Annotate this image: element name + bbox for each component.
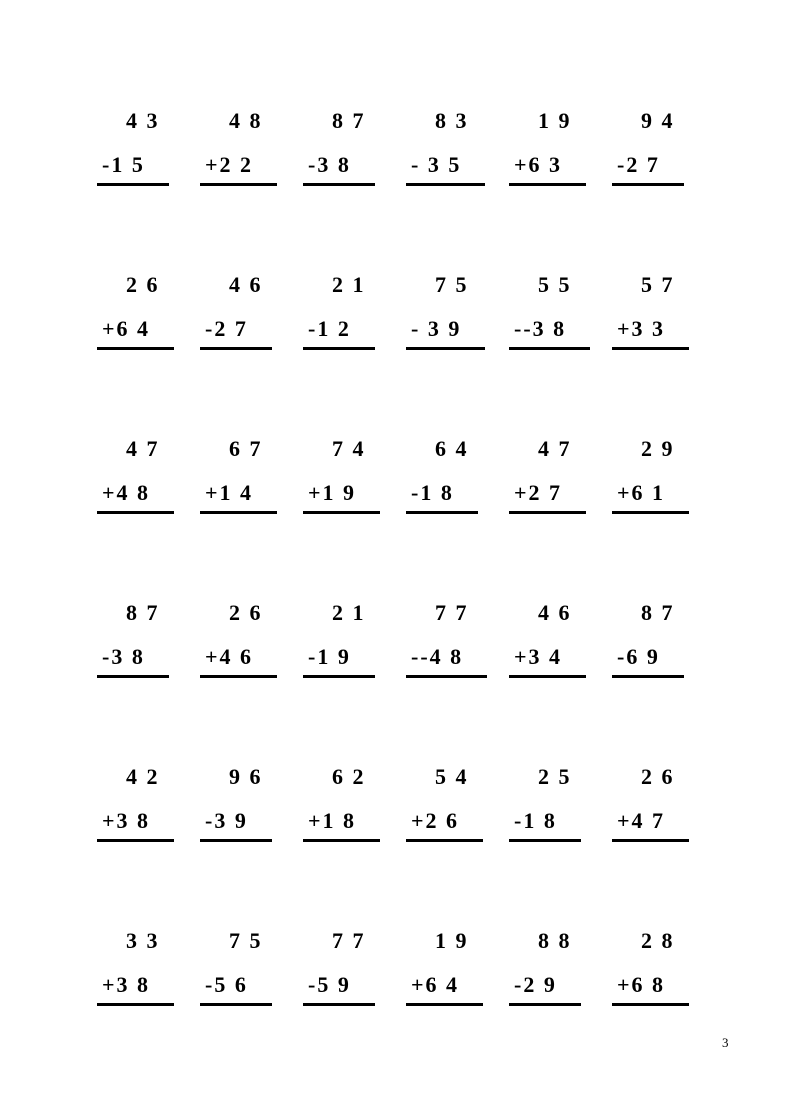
- bottom-operand: +1 9: [308, 480, 357, 505]
- answer-line: [509, 150, 586, 186]
- top-operand: 4 7: [126, 436, 160, 461]
- math-problem: [509, 434, 612, 514]
- math-problem: [406, 762, 509, 842]
- answer-line: [200, 478, 277, 514]
- math-problem: [200, 270, 303, 350]
- answer-line: [200, 642, 277, 678]
- bottom-operand: - 3 5: [411, 152, 462, 177]
- answer-line: [97, 970, 174, 1006]
- top-operand: 2 1: [332, 600, 366, 625]
- math-problem: [612, 434, 715, 514]
- math-problem: [97, 270, 200, 350]
- answer-line: [200, 970, 272, 1006]
- top-operand: 4 3: [126, 108, 160, 133]
- bottom-operand: -1 2: [308, 316, 351, 341]
- math-problem: [200, 106, 303, 186]
- answer-line: [303, 314, 375, 350]
- bottom-operand: +2 2: [205, 152, 254, 177]
- answer-line: [97, 806, 174, 842]
- answer-line: [509, 970, 581, 1006]
- problem-row: [97, 762, 715, 842]
- top-operand: 4 6: [229, 272, 263, 297]
- bottom-operand: -2 9: [514, 972, 557, 997]
- bottom-operand: +2 6: [411, 808, 460, 833]
- bottom-operand: -2 7: [205, 316, 248, 341]
- math-problem: [406, 270, 509, 350]
- top-operand: 2 6: [126, 272, 160, 297]
- math-problem: [612, 762, 715, 842]
- top-operand: 1 9: [435, 928, 469, 953]
- math-problem: [97, 762, 200, 842]
- bottom-operand: -3 8: [102, 644, 145, 669]
- answer-line: [406, 806, 483, 842]
- answer-line: [406, 642, 487, 678]
- problem-row: [97, 270, 715, 350]
- problem-row: [97, 434, 715, 514]
- math-problem: [509, 926, 612, 1006]
- bottom-operand: +1 4: [205, 480, 254, 505]
- top-operand: 8 8: [538, 928, 572, 953]
- bottom-operand: -6 9: [617, 644, 660, 669]
- math-problem: [612, 926, 715, 1006]
- math-problem: [303, 106, 406, 186]
- math-problem: [97, 434, 200, 514]
- top-operand: 2 1: [332, 272, 366, 297]
- bottom-operand: +3 8: [102, 808, 151, 833]
- math-problem: [406, 434, 509, 514]
- math-problem: [612, 598, 715, 678]
- answer-line: [97, 150, 169, 186]
- bottom-operand: +3 8: [102, 972, 151, 997]
- bottom-operand: -3 9: [205, 808, 248, 833]
- problem-row: [97, 106, 715, 186]
- bottom-operand: +6 8: [617, 972, 666, 997]
- bottom-operand: -3 8: [308, 152, 351, 177]
- top-operand: 2 5: [538, 764, 572, 789]
- top-operand: 5 4: [435, 764, 469, 789]
- bottom-operand: +1 8: [308, 808, 357, 833]
- math-problem: [303, 598, 406, 678]
- top-operand: 8 3: [435, 108, 469, 133]
- top-operand: 9 6: [229, 764, 263, 789]
- answer-line: [97, 642, 169, 678]
- bottom-operand: - 3 9: [411, 316, 462, 341]
- answer-line: [406, 970, 483, 1006]
- top-operand: 4 2: [126, 764, 160, 789]
- answer-line: [612, 806, 689, 842]
- answer-line: [200, 806, 272, 842]
- answer-line: [303, 150, 375, 186]
- answer-line: [612, 314, 689, 350]
- bottom-operand: -5 9: [308, 972, 351, 997]
- top-operand: 5 7: [641, 272, 675, 297]
- math-problem: [406, 106, 509, 186]
- page-number: 3: [722, 1035, 729, 1050]
- bottom-operand: +6 4: [102, 316, 151, 341]
- math-problem: [612, 106, 715, 186]
- math-problem: [509, 762, 612, 842]
- math-problem: [509, 270, 612, 350]
- bottom-operand: +3 4: [514, 644, 563, 669]
- bottom-operand: +3 3: [617, 316, 666, 341]
- top-operand: 3 3: [126, 928, 160, 953]
- top-operand: 4 6: [538, 600, 572, 625]
- bottom-operand: -1 8: [411, 480, 454, 505]
- top-operand: 4 8: [229, 108, 263, 133]
- answer-line: [97, 314, 174, 350]
- answer-line: [200, 314, 272, 350]
- math-problem: [406, 598, 509, 678]
- top-operand: 7 5: [435, 272, 469, 297]
- bottom-operand: -1 9: [308, 644, 351, 669]
- answer-line: [200, 150, 277, 186]
- bottom-operand: +4 8: [102, 480, 151, 505]
- bottom-operand: -2 7: [617, 152, 660, 177]
- math-problem: [200, 598, 303, 678]
- math-problem: [200, 926, 303, 1006]
- answer-line: [303, 478, 380, 514]
- math-problem: [612, 270, 715, 350]
- top-operand: 6 7: [229, 436, 263, 461]
- answer-line: [406, 478, 478, 514]
- answer-line: [97, 478, 174, 514]
- top-operand: 7 4: [332, 436, 366, 461]
- bottom-operand: --3 8: [514, 316, 567, 341]
- bottom-operand: +4 7: [617, 808, 666, 833]
- answer-line: [612, 150, 684, 186]
- math-problem: [509, 106, 612, 186]
- answer-line: [612, 642, 684, 678]
- math-problem: [303, 270, 406, 350]
- math-problem: [303, 762, 406, 842]
- top-operand: 2 6: [229, 600, 263, 625]
- top-operand: 7 7: [332, 928, 366, 953]
- answer-line: [509, 314, 590, 350]
- top-operand: 6 2: [332, 764, 366, 789]
- top-operand: 2 9: [641, 436, 675, 461]
- top-operand: 2 6: [641, 764, 675, 789]
- math-problem: [97, 598, 200, 678]
- top-operand: 4 7: [538, 436, 572, 461]
- top-operand: 7 5: [229, 928, 263, 953]
- bottom-operand: +2 7: [514, 480, 563, 505]
- answer-line: [509, 642, 586, 678]
- answer-line: [303, 642, 375, 678]
- bottom-operand: --4 8: [411, 644, 464, 669]
- top-operand: 7 7: [435, 600, 469, 625]
- math-problem: [406, 926, 509, 1006]
- math-problem: [97, 926, 200, 1006]
- answer-line: [303, 970, 375, 1006]
- math-problem: [509, 598, 612, 678]
- worksheet-page: [97, 106, 715, 1090]
- top-operand: 2 8: [641, 928, 675, 953]
- bottom-operand: -1 5: [102, 152, 145, 177]
- answer-line: [509, 478, 586, 514]
- top-operand: 1 9: [538, 108, 572, 133]
- answer-line: [303, 806, 380, 842]
- problem-row: [97, 926, 715, 1006]
- math-problem: [97, 106, 200, 186]
- top-operand: 5 5: [538, 272, 572, 297]
- answer-line: [406, 314, 485, 350]
- top-operand: 8 7: [641, 600, 675, 625]
- bottom-operand: +6 4: [411, 972, 460, 997]
- math-problem: [200, 434, 303, 514]
- math-problem: [200, 762, 303, 842]
- top-operand: 8 7: [126, 600, 160, 625]
- top-operand: 6 4: [435, 436, 469, 461]
- math-problem: [303, 434, 406, 514]
- bottom-operand: -5 6: [205, 972, 248, 997]
- top-operand: 9 4: [641, 108, 675, 133]
- bottom-operand: +6 3: [514, 152, 563, 177]
- bottom-operand: +4 6: [205, 644, 254, 669]
- top-operand: 8 7: [332, 108, 366, 133]
- answer-line: [612, 970, 689, 1006]
- answer-line: [612, 478, 689, 514]
- answer-line: [509, 806, 581, 842]
- bottom-operand: -1 8: [514, 808, 557, 833]
- answer-line: [406, 150, 485, 186]
- bottom-operand: +6 1: [617, 480, 666, 505]
- math-problem: [303, 926, 406, 1006]
- problem-row: [97, 598, 715, 678]
